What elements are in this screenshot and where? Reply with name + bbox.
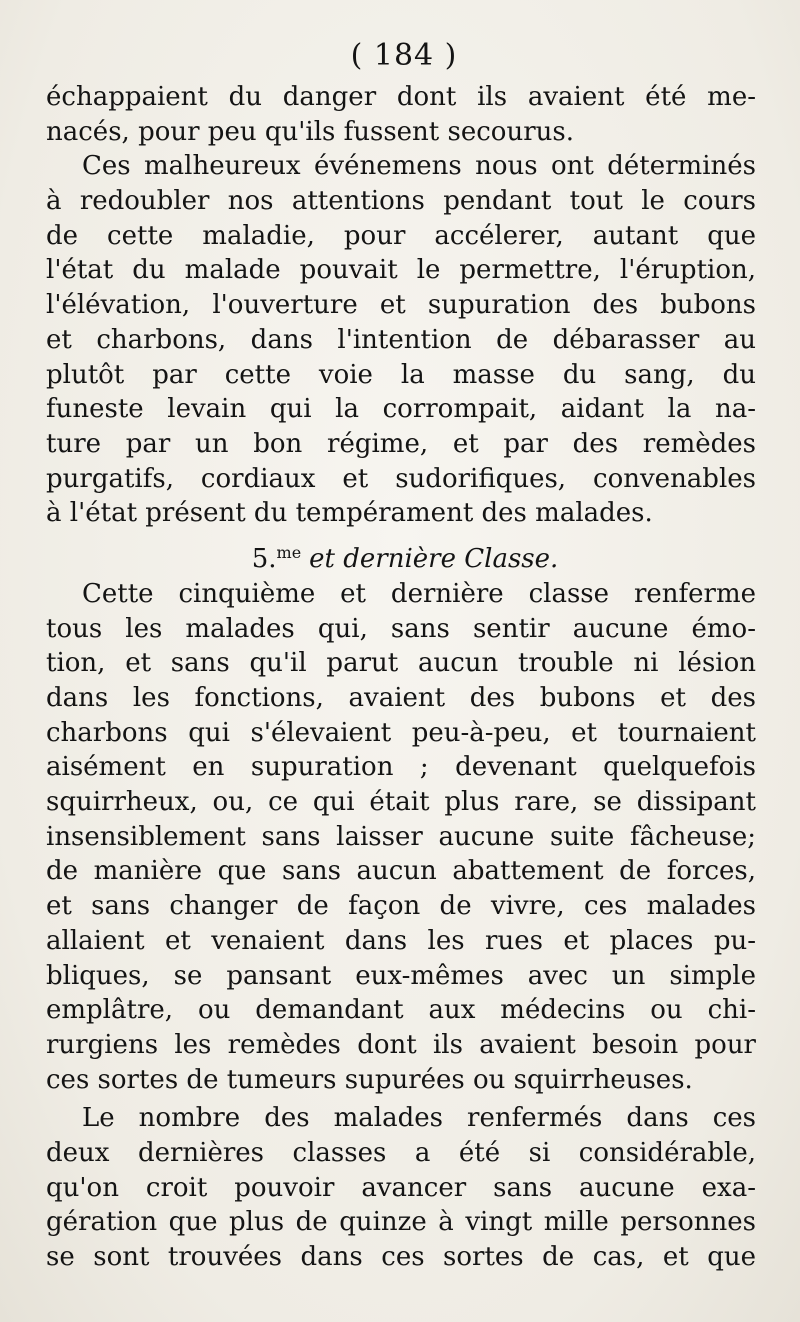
text-line: qu'on croit pouvoir avancer sans aucune exa-: [46, 1172, 756, 1203]
text-line: plutôt par cette voie la masse du sang, du: [46, 359, 756, 390]
paragraph: [46, 149, 756, 531]
book-page: [46, 34, 756, 1275]
text-line: l'élévation, l'ouverture et supuration des bubons: [46, 290, 756, 321]
text-line: à l'état présent du tempérament des malades.: [46, 498, 653, 529]
text-line: Ces malheureux événemens nous ont déterminés: [82, 151, 756, 182]
text-line: nacés, pour peu qu'ils fussent secourus.: [46, 116, 574, 147]
text-line: deux dernières classes a été si considérable,: [46, 1137, 756, 1168]
text-line: gération que plus de quinze à vingt mille personnes: [46, 1207, 756, 1238]
text-line: et sans changer de façon de vivre, ces malades: [46, 891, 756, 922]
section-title: et dernière Classe.: [309, 543, 559, 574]
section-number-superscript: me: [276, 542, 302, 562]
text-line: insensiblement sans laisser aucune suite fâcheuse;: [46, 821, 756, 852]
text-line: ture par un bon régime, et par des remèdes: [46, 428, 756, 459]
text-line: ces sortes de tumeurs supurées ou squirrheuses.: [46, 1064, 693, 1095]
text-line: rurgiens les remèdes dont ils avaient besoin pour: [46, 1029, 756, 1060]
text-line: de cette maladie, pour accélerer, autant que: [46, 220, 756, 251]
text-line: aisément en supuration ; devenant quelquefois: [46, 752, 756, 783]
text-line: échappaient du danger dont ils avaient été me-: [46, 82, 756, 112]
paragraph: [46, 1101, 756, 1274]
text-line: à redoubler nos attentions pendant tout le cours: [46, 186, 756, 217]
text-line: purgatifs, cordiaux et sudorifiques, convenables: [46, 463, 756, 494]
section-number: 5.: [251, 543, 277, 574]
section-heading: [46, 533, 756, 573]
page-number: ( 184 ): [350, 38, 458, 73]
text-line: se sont trouvées dans ces sortes de cas, et que: [46, 1242, 756, 1272]
text-line: squirrheux, ou, ce qui était plus rare, se dissipant: [46, 787, 756, 818]
paragraph: [46, 577, 756, 1097]
text-line: funeste levain qui la corrompait, aidant la na-: [46, 394, 756, 425]
text-line: tous les malades qui, sans sentir aucune émo-: [46, 613, 756, 644]
text-line: de manière que sans aucun abattement de forces,: [46, 856, 756, 887]
text-line: Le nombre des malades renfermés dans ces: [82, 1103, 756, 1134]
text-line: et charbons, dans l'intention de débarasser au: [46, 324, 756, 355]
text-line: bliques, se pansant eux-mêmes avec un simple: [46, 960, 756, 991]
text-line: charbons qui s'élevaient peu-à-peu, et tournaient: [46, 717, 756, 748]
text-line: allaient et venaient dans les rues et places pu-: [46, 925, 756, 956]
text-body: [46, 80, 756, 1275]
text-line: l'état du malade pouvait le permettre, l'éruption,: [46, 255, 756, 286]
text-line: tion, et sans qu'il parut aucun trouble ni lésion: [46, 648, 756, 679]
text-line: Cette cinquième et dernière classe renferme: [82, 578, 756, 609]
text-line: dans les fonctions, avaient des bubons et des: [46, 683, 756, 713]
paragraph-continuation: [46, 80, 756, 149]
text-line: emplâtre, ou demandant aux médecins ou chi-: [46, 995, 756, 1026]
